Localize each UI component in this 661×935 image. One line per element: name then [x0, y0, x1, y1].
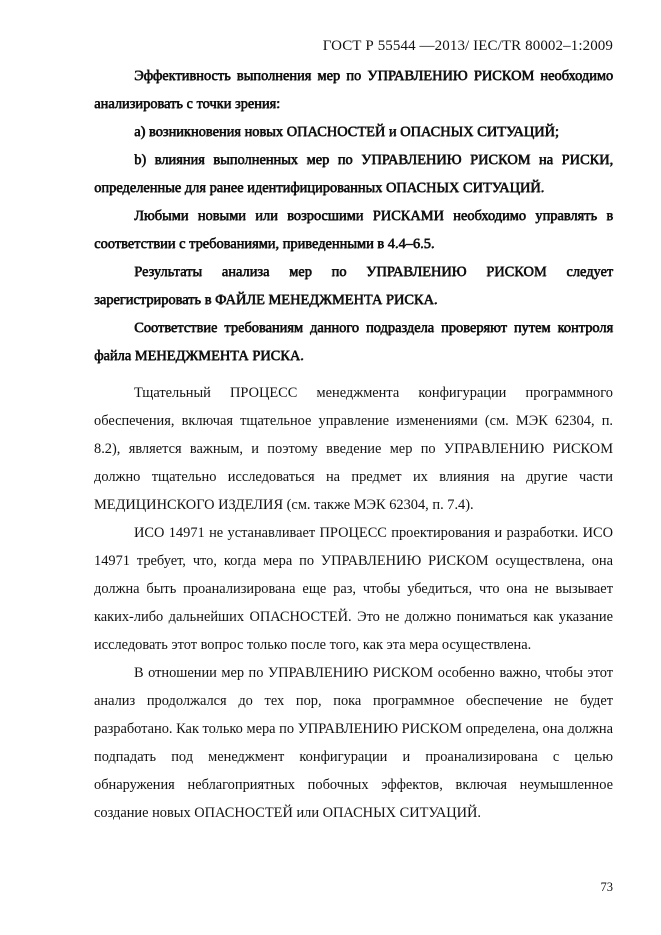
paragraph: Результаты анализа мер по УПРАВЛЕНИЮ РИСКОМ следует зарегистрировать в ФАЙЛЕ МЕНЕДЖМЕНТА РИСКА.	[94, 264, 613, 308]
paragraph: Эффективность выполнения мер по УПРАВЛЕНИЮ РИСКОМ необходимо анализировать с точки зрения:	[94, 68, 613, 112]
section-commentary	[94, 379, 613, 827]
paragraph: Тщательный ПРОЦЕСС менеджмента конфигурации программного обеспечения, включая тщательное управление изменениями (см. МЭК 62304, п. 8.2), является важным, и поэтому введение мер по УПРАВЛЕНИЮ РИСКОМ должно тщательно исследоваться на предмет их влияния на другие части МЕДИЦИНСКОГО ИЗДЕЛИЯ (см. также МЭК 62304, п. 7.4).	[94, 385, 613, 513]
paragraph: ИСО 14971 не устанавливает ПРОЦЕСС проектирования и разработки. ИСО 14971 требует, что, когда мера по УПРАВЛЕНИЮ РИСКОМ осуществлена, она должна быть проанализирована еще раз, чтобы убедиться, что она не вызывает каких-либо дальнейших ОПАСНОСТЕЙ. Это не должно пониматься как указание исследовать этот вопрос только после того, как эта мера осуществлена.	[94, 525, 613, 653]
paragraph: В отношении мер по УПРАВЛЕНИЮ РИСКОМ особенно важно, чтобы этот анализ продолжался до тех пор, пока программное обеспечение не будет разработано. Как только мера по УПРАВЛЕНИЮ РИСКОМ определена, она должна подпадать под менеджмент конфигурации и проанализирована с целью обнаружения неблагоприятных побочных эффектов, включая неумышленное создание новых ОПАСНОСТЕЙ или ОПАСНЫХ СИТУАЦИЙ.	[94, 665, 613, 821]
paragraph: b) влияния выполненных мер по УПРАВЛЕНИЮ РИСКОМ на РИСКИ, определенные для ранее идентифицированных ОПАСНЫХ СИТУАЦИЙ.	[94, 152, 613, 196]
paragraph: Любыми новыми или возросшими РИСКАМИ необходимо управлять в соответствии с требованиями, приведенными в 4.4–6.5.	[94, 208, 613, 252]
document-header: ГОСТ Р 55544 —2013/ IEC/TR 80002–1:2009	[322, 38, 613, 54]
paragraph: Соответствие требованиям данного подраздела проверяют путем контроля файла МЕНЕДЖМЕНТА РИСКА.	[94, 320, 613, 364]
paragraph: а) возникновения новых ОПАСНОСТЕЙ и ОПАСНЫХ СИТУАЦИЙ;	[134, 124, 559, 140]
section-highlighted	[94, 62, 613, 370]
page-number: 73	[600, 880, 613, 894]
